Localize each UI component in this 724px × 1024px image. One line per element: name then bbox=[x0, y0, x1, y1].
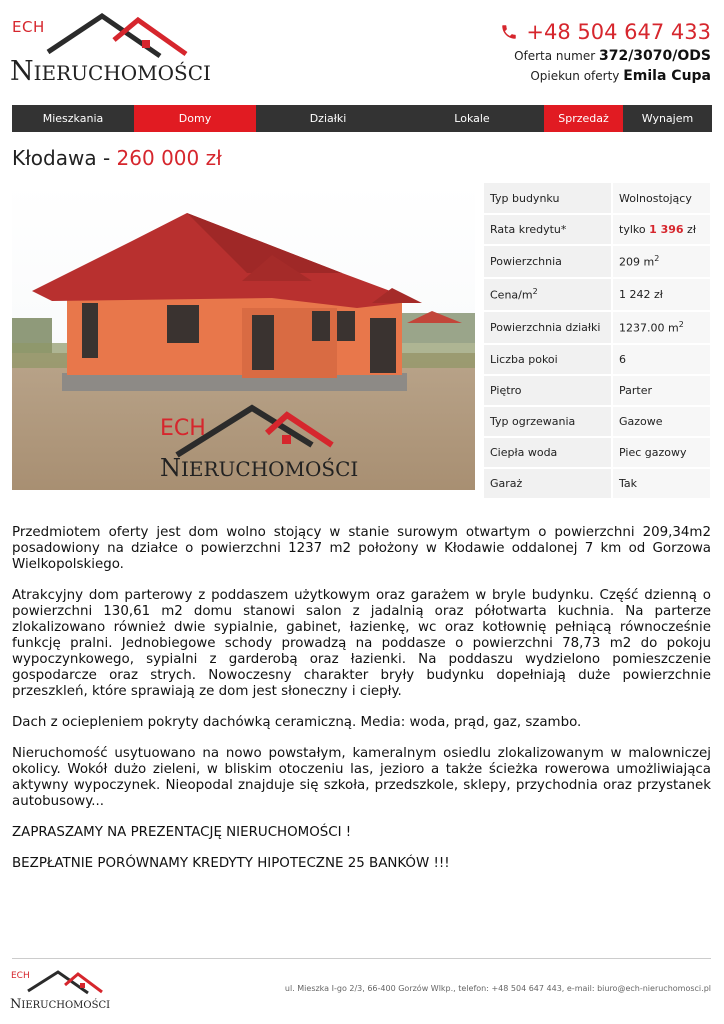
detail-value: 6 bbox=[612, 344, 710, 375]
phone-link[interactable] bbox=[500, 20, 711, 44]
detail-key: Powierzchnia bbox=[484, 245, 612, 278]
contact-block bbox=[500, 20, 711, 84]
footer-logo-ech: ECH bbox=[11, 971, 30, 981]
table-row bbox=[484, 344, 710, 375]
detail-value: 1237.00 $m^2$ bbox=[612, 311, 710, 344]
table-row bbox=[484, 278, 710, 311]
svg-text:ECH: ECH bbox=[160, 416, 206, 441]
listing-photo[interactable] bbox=[12, 183, 475, 490]
guardian-name: Emila Cupa bbox=[623, 68, 711, 84]
detail-value: 209 $m^2$ bbox=[612, 245, 710, 278]
listing-title: Kłodawa - 260 000 zł bbox=[12, 146, 222, 170]
guardian-label: Opiekun oferty bbox=[530, 69, 620, 83]
nav-item-lokale[interactable]: Lokale bbox=[454, 112, 490, 125]
footer-logo-name: NIERUCHOMOŚCI bbox=[10, 997, 111, 1012]
svg-text:NIERUCHOMOŚCI: NIERUCHOMOŚCI bbox=[160, 454, 359, 482]
table-row bbox=[484, 437, 710, 468]
table-row bbox=[484, 311, 710, 344]
detail-value: Parter bbox=[612, 375, 710, 406]
detail-key: Liczba pokoi bbox=[484, 344, 612, 375]
description-paragraph: Przedmiotem oferty jest dom wolno stojący w stanie surowym otwartym o powierzchni 209,34m2 posadowiony na działce o powierzchni 1237 m2 położony w Kłodawie oddalonej 7 km od Gorzowa Wielkopolskiego. bbox=[12, 525, 711, 572]
description-paragraph: Dach z ociepleniem pokryty dachówką ceramiczną. Media: woda, prąd, gaz, szambo. bbox=[12, 715, 582, 730]
nav-item-wynajem[interactable]: Wynajem bbox=[641, 112, 694, 125]
offer-label: Oferta numer bbox=[514, 49, 596, 63]
table-row bbox=[484, 468, 710, 499]
description-paragraph: Atrakcyjny dom parterowy z poddaszem użytkowym oraz garażem w bryle budynku. Część dzienną o powierzchni 130,61 m2 domu stanowi salon z jadalnią oraz półotwarta kuchnia. Na parterze zlokalizowano również dwie sypialnie, gabinet, łazienkę, wc oraz kotłownię pełniącą równocześnie funkcję pralni. Jednobiegowe schody prowadzą na poddasze o powierzchni 78,73 m2 do pokoju wypoczynkowego, sypialni z garderobą oraz łazienki. Na poddaszu wydzielono pomieszczenie gospodarcze oraz strych. Nowoczesny charakter bryły budynku dopełniają duże powierzchnie przeszkleń, które sprawiają ze dom jest słoneczny i ciepły. bbox=[12, 588, 711, 699]
footer-address: ul. Mieszka I-go 2/3, 66-400 Gorzów Wlkp., telefon: +48 504 647 443, e-mail: biuro@ech-nieruchomosci.pl bbox=[284, 984, 711, 993]
loan-rate-amount: 1 396 bbox=[649, 223, 684, 236]
nav-item-sprzedaz[interactable]: Sprzedaż bbox=[544, 105, 623, 132]
offer-number: 372/3070/ODS bbox=[598, 48, 711, 64]
company-logo[interactable] bbox=[10, 10, 211, 87]
detail-value: 1 242 zł bbox=[612, 278, 710, 311]
nav-item-dzialki[interactable]: Działki bbox=[309, 112, 347, 125]
table-row bbox=[484, 214, 710, 245]
logo-name-text: NIERUCHOMOŚCI bbox=[10, 56, 211, 87]
footer-divider bbox=[12, 958, 711, 959]
detail-key: Ciepła woda bbox=[484, 437, 612, 468]
listing-price: 260 000 zł bbox=[116, 146, 222, 170]
details-table bbox=[484, 183, 710, 500]
detail-key: Garaż bbox=[484, 468, 612, 499]
detail-key: Cena/$m^2$ bbox=[484, 278, 612, 311]
logo-ech-text: ECH bbox=[12, 18, 45, 36]
detail-key: Piętro bbox=[484, 375, 612, 406]
table-row bbox=[484, 375, 710, 406]
detail-value: Tak bbox=[612, 468, 710, 499]
detail-key: Rata kredytu* bbox=[484, 214, 612, 245]
nav-item-domy[interactable]: Domy bbox=[134, 105, 256, 132]
table-row bbox=[484, 183, 710, 214]
main-nav bbox=[12, 105, 712, 132]
description-paragraph: BEZPŁATNIE PORÓWNAMY KREDYTY HIPOTECZNE 25 BANKÓW !!! bbox=[12, 856, 450, 871]
table-row bbox=[484, 245, 710, 278]
description-paragraph: Nieruchomość usytuowano na nowo powstałym, kameralnym osiedlu zlokalizowanym w malowniczej okolicy. Wokół dużo zieleni, w bliskim otoczeniu las, jezioro a także ścieżka rowerowa umożliwiająca aktywny wypoczynek. Nieopodal znajduje się szkoła, przedszkole, sklepy, przychodnia oraz przystanek autobusowy... bbox=[12, 746, 711, 809]
description-paragraph: ZAPRASZAMY NA PREZENTACJĘ NIERUCHOMOŚCI ! bbox=[12, 825, 352, 840]
listing-city: Kłodawa bbox=[12, 146, 97, 170]
nav-item-mieszkania[interactable]: Mieszkania bbox=[42, 112, 104, 125]
footer-logo[interactable] bbox=[10, 968, 111, 1012]
detail-key: Typ budynku bbox=[484, 183, 612, 214]
detail-value: Piec gazowy bbox=[612, 437, 710, 468]
phone-icon bbox=[500, 23, 518, 41]
guardian-line bbox=[500, 68, 711, 84]
phone-number: +48 504 647 433 bbox=[526, 20, 711, 44]
house-photo-image bbox=[12, 183, 475, 490]
detail-value: Gazowe bbox=[612, 406, 710, 437]
detail-value: Wolnostojący bbox=[612, 183, 710, 214]
offer-number-line bbox=[500, 48, 711, 64]
table-row bbox=[484, 406, 710, 437]
detail-key: Typ ogrzewania bbox=[484, 406, 612, 437]
detail-value: tylko 1 396 zł bbox=[612, 214, 710, 245]
detail-key: Powierzchnia działki bbox=[484, 311, 612, 344]
listing-description bbox=[12, 525, 711, 887]
